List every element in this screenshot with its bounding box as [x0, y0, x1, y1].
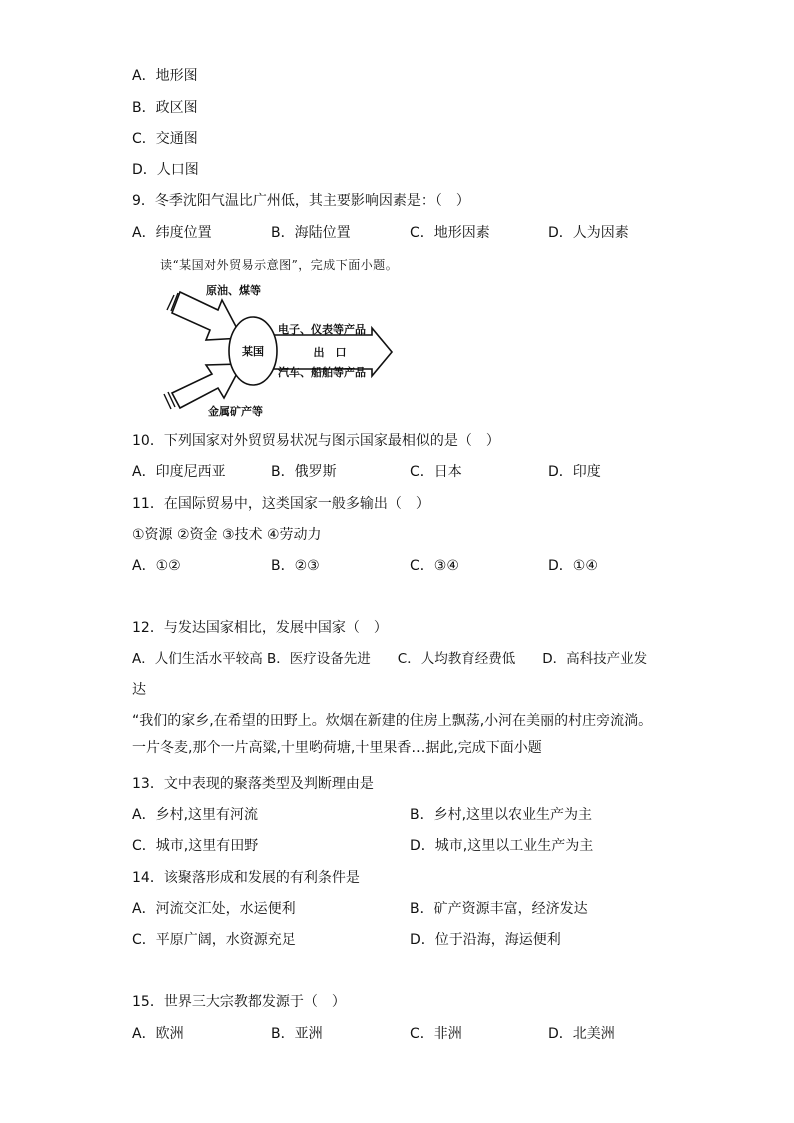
q14-option-c: C．平原广阔，水资源充足 — [132, 932, 296, 948]
q12-options: A．人们生活水平较高 B．医疗设备先进 C．人均教育经费低 D．高科技产业发 — [132, 651, 648, 667]
q10-option-c: C．日本 — [410, 464, 462, 480]
q11-option-b: B．②③ — [271, 558, 320, 574]
q9-option-b: B．海陆位置 — [271, 225, 351, 241]
q9-option-a: A．纬度位置 — [132, 225, 212, 241]
q10-option-a: A．印度尼西亚 — [132, 464, 226, 480]
q13-stem: 13．文中表现的聚落类型及判断理由是 — [132, 776, 374, 792]
figure-intro: 读“某国对外贸易示意图”，完成下面小题。 — [160, 258, 399, 272]
q11-option-c: C．③④ — [410, 558, 459, 574]
q13-option-b: B．乡村,这里以农业生产为主 — [410, 807, 593, 823]
q10-stem: 10．下列国家对外贸贸易状况与图示国家最相似的是（ ） — [132, 433, 500, 449]
q11-option-d: D．①④ — [548, 558, 598, 574]
import-arrow-bottom — [164, 364, 242, 409]
q9-stem: 9．冬季沈阳气温比广州低，其主要影响因素是：（ ） — [132, 193, 470, 209]
export-bottom-label: 汽车、船舶等产品 — [278, 366, 366, 379]
q15-option-b: B．亚洲 — [271, 1026, 323, 1042]
q8-option-d: D．人口图 — [132, 162, 199, 178]
q14-option-d: D．位于沿海，海运便利 — [410, 932, 561, 948]
q9-option-c: C．地形因素 — [410, 225, 490, 241]
import-top-label: 原油、煤等 — [206, 284, 261, 297]
q15-stem: 15．世界三大宗教都发源于（ ） — [132, 994, 346, 1010]
q12-stem: 12．与发达国家相比，发展中国家（ ） — [132, 620, 388, 636]
q15-option-d: D．北美洲 — [548, 1026, 615, 1042]
export-middle-label: 出 口 — [313, 346, 347, 359]
q15-option-c: C．非洲 — [410, 1026, 462, 1042]
q10-option-d: D．印度 — [548, 464, 601, 480]
q11-items: ①资源 ②资金 ③技术 ④劳动力 — [132, 527, 322, 543]
q14-option-b: B．矿产资源丰富，经济发达 — [410, 901, 588, 917]
q11-stem: 11．在国际贸易中，这类国家一般多输出（ ） — [132, 496, 430, 512]
q12-options-tail: 达 — [132, 682, 146, 698]
import-bottom-label: 金属矿产等 — [208, 405, 263, 418]
q8-option-a: A．地形图 — [132, 68, 198, 84]
q11-option-a: A．①② — [132, 558, 181, 574]
q10-option-b: B．俄罗斯 — [271, 464, 337, 480]
q14-stem: 14．该聚落形成和发展的有利条件是 — [132, 870, 360, 886]
q8-option-b: B．政区图 — [132, 100, 198, 116]
q13-option-a: A．乡村,这里有河流 — [132, 807, 259, 823]
import-arrow-top — [167, 292, 242, 340]
country-label: 某国 — [242, 345, 264, 358]
q14-option-a: A．河流交汇处，水运便利 — [132, 901, 296, 917]
q15-option-a: A．欧洲 — [132, 1026, 184, 1042]
export-top-label: 电子、仪表等产品 — [278, 323, 366, 336]
q13-option-d: D．城市,这里以工业生产为主 — [410, 838, 594, 854]
q9-option-d: D．人为因素 — [548, 225, 629, 241]
q13-option-c: C．城市,这里有田野 — [132, 838, 259, 854]
q8-option-c: C．交通图 — [132, 131, 198, 147]
passage: “我们的家乡,在希望的田野上。炊烟在新建的住房上飘荡,小河在美丽的村庄旁流淌。一片冬麦,那个一片高粱,十里哟荷塘,十里果香…据此,完成下面小题 — [132, 713, 653, 756]
trade-diagram — [150, 280, 400, 420]
